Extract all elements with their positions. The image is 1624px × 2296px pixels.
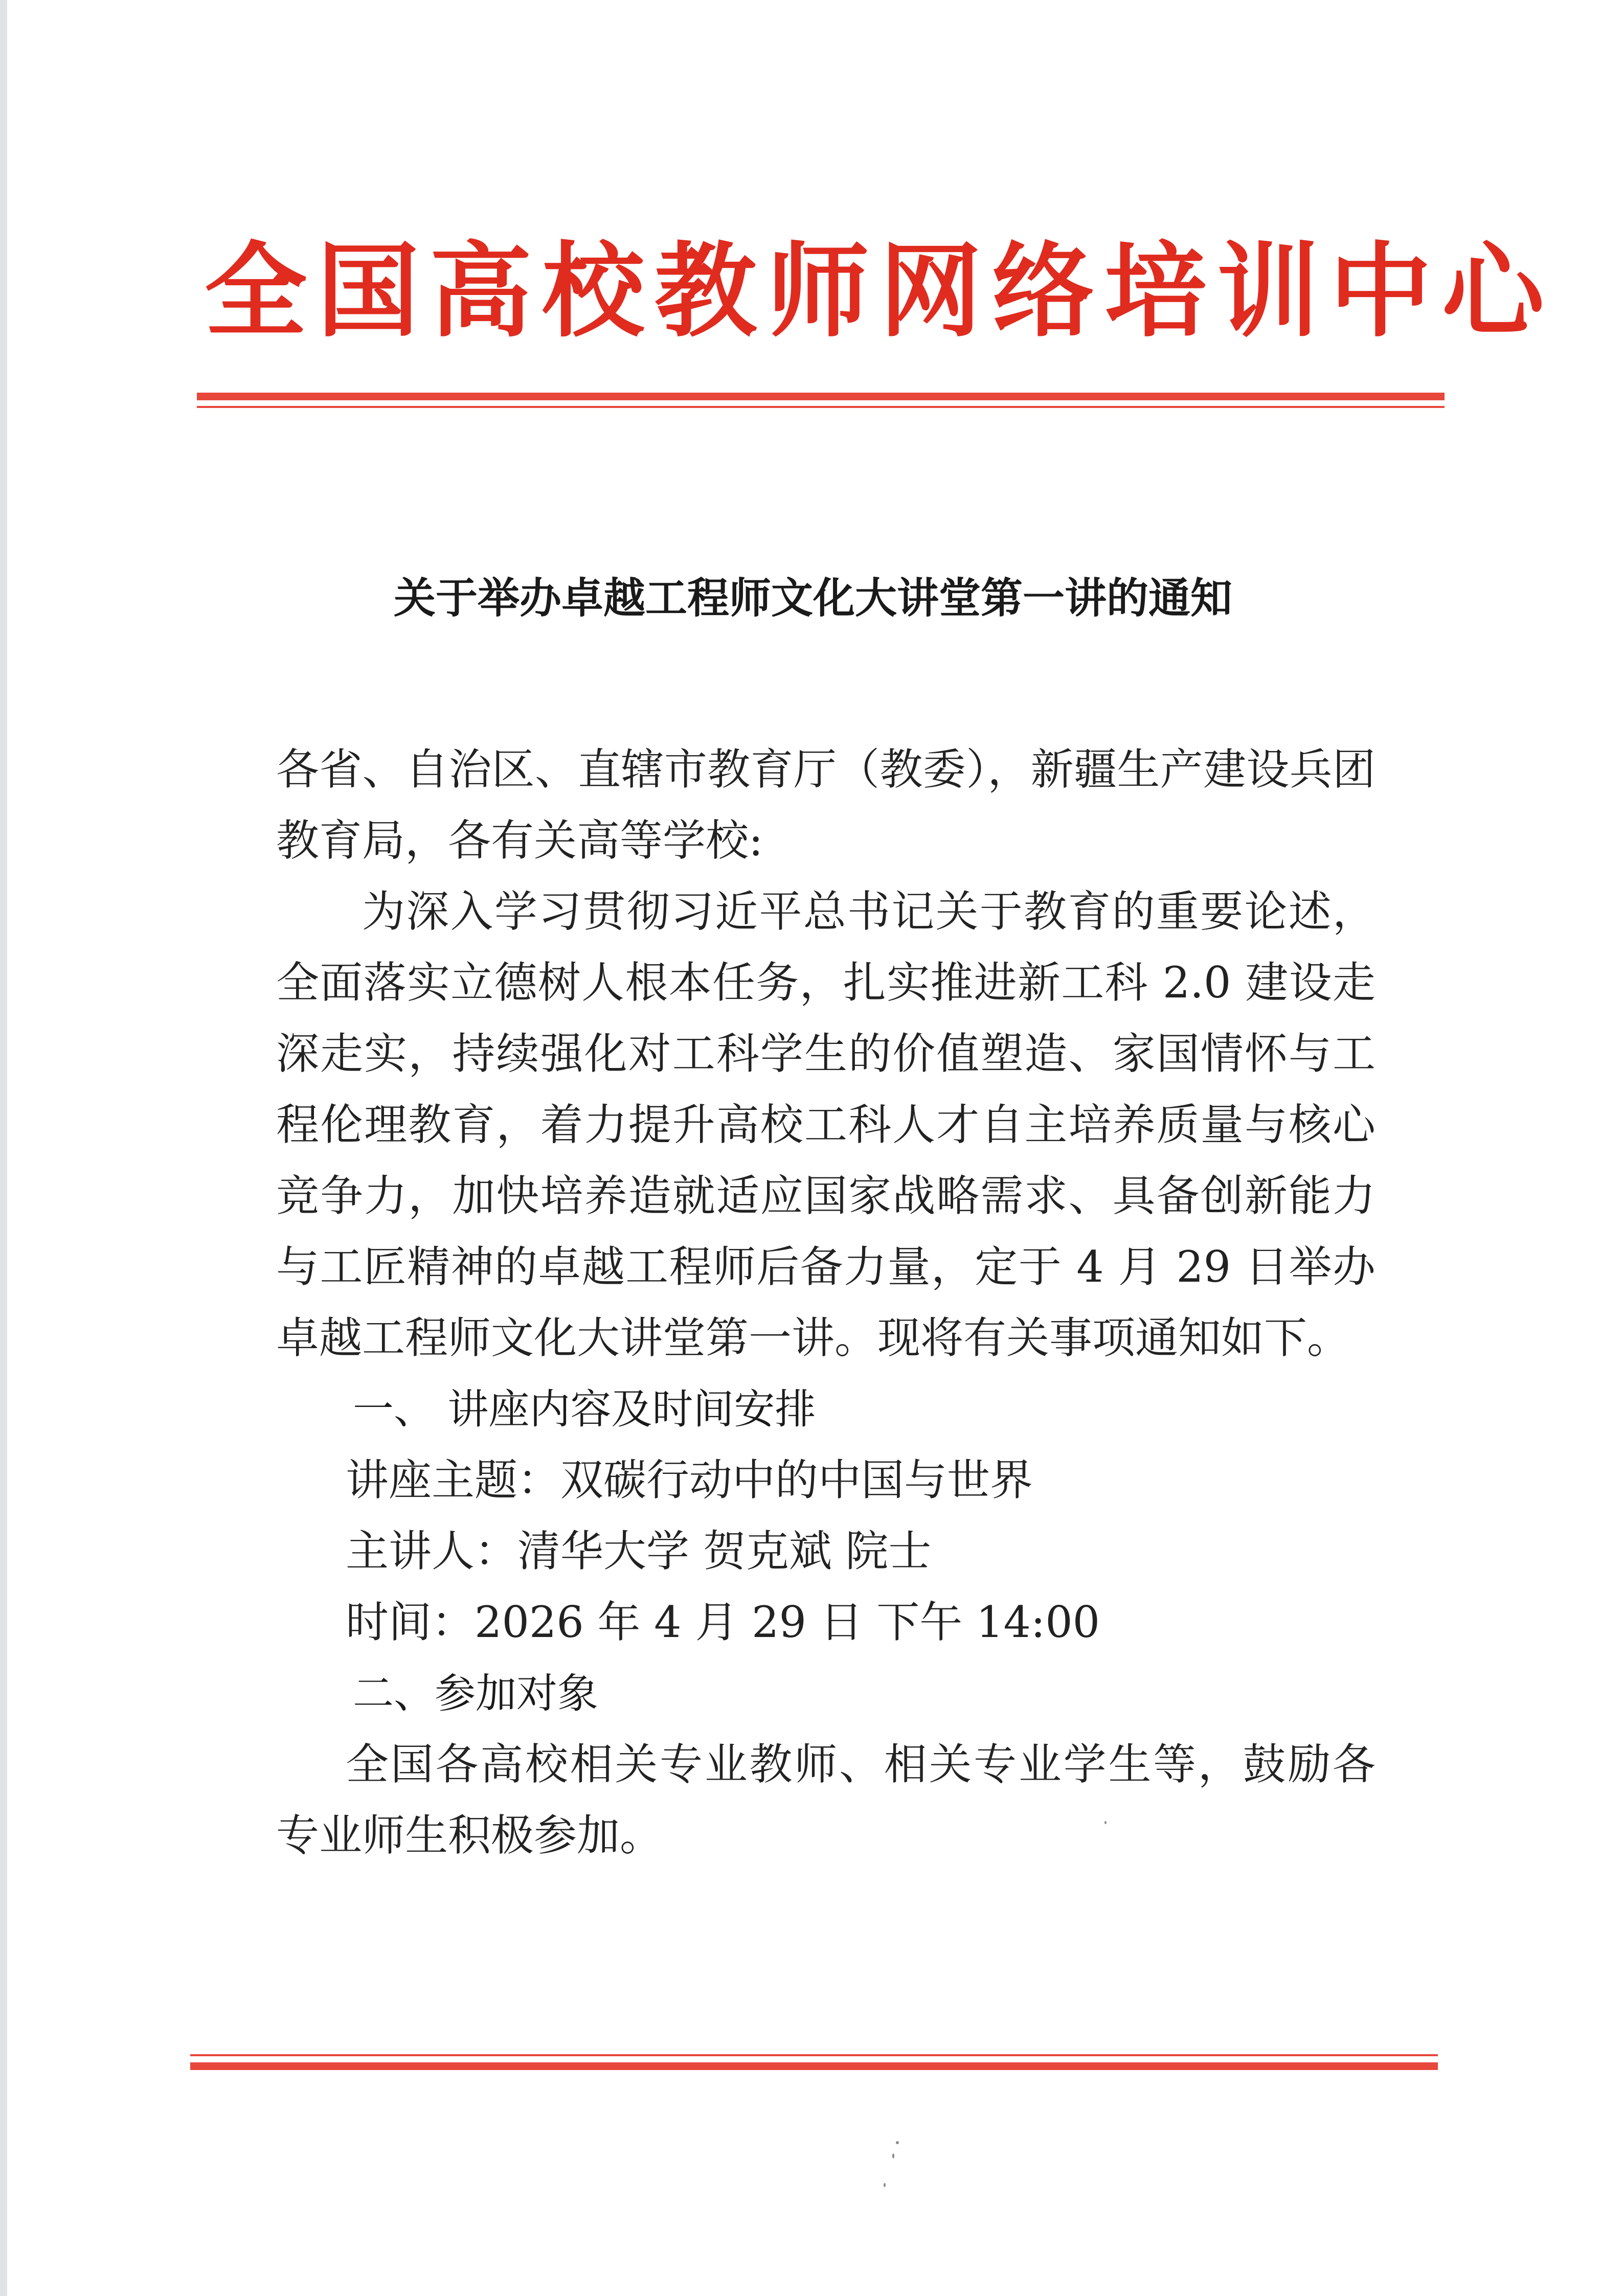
audience-paragraph: 全国各高校相关专业教师、相关专业学生等，鼓励各专业师生积极参加。 — [276, 1739, 1375, 1860]
section-heading-schedule: 一、 讲座内容及时间安排 — [353, 1385, 816, 1433]
salutation: 各省、自治区、直辖市教育厅（教委），新疆生产建设兵团教育局，各有关高等学校: — [276, 744, 1375, 866]
lecture-time: 时间：2026 年 4 月 29 日 下午 14:00 — [346, 1597, 1100, 1647]
scan-speck — [1104, 1821, 1107, 1824]
scan-speck — [892, 2153, 894, 2158]
masthead-rule-thick — [197, 393, 1445, 400]
lecture-topic: 讲座主题：双碳行动中的中国与世界 — [346, 1455, 1033, 1505]
scan-edge — [0, 0, 7, 2296]
scan-speck — [896, 2141, 899, 2144]
section-heading-audience: 二、参加对象 — [353, 1670, 598, 1717]
footer-rule-thin — [190, 2054, 1438, 2056]
scan-speck — [884, 2183, 886, 2187]
lecture-speaker: 主讲人：清华大学 贺克斌 院士 — [346, 1526, 932, 1576]
footer-rule-thick — [190, 2062, 1438, 2070]
masthead-rule-thin — [197, 406, 1445, 408]
document-title: 关于举办卓越工程师文化大讲堂第一讲的通知 — [393, 574, 1232, 623]
masthead-org-name: 全国高校教师网络培训中心 — [205, 231, 1555, 351]
intro-paragraph: 为深入学习贯彻习近平总书记关于教育的重要论述，全面落实立德树人根本任务，扎实推进新工科 2.0 建设走深走实，持续强化对工科学生的价值塑造、家国情怀与工程伦理教育，着力提升高校工科人才自主培养质量与核心竞争力，加快培养造就适应国家战略需求、具备创新能力与工匠精神的卓越工程师后备力量，定于 4 月 29 日举办卓越工程师文化大讲堂第一讲。现将有关事项通知如下。 — [276, 886, 1375, 1363]
